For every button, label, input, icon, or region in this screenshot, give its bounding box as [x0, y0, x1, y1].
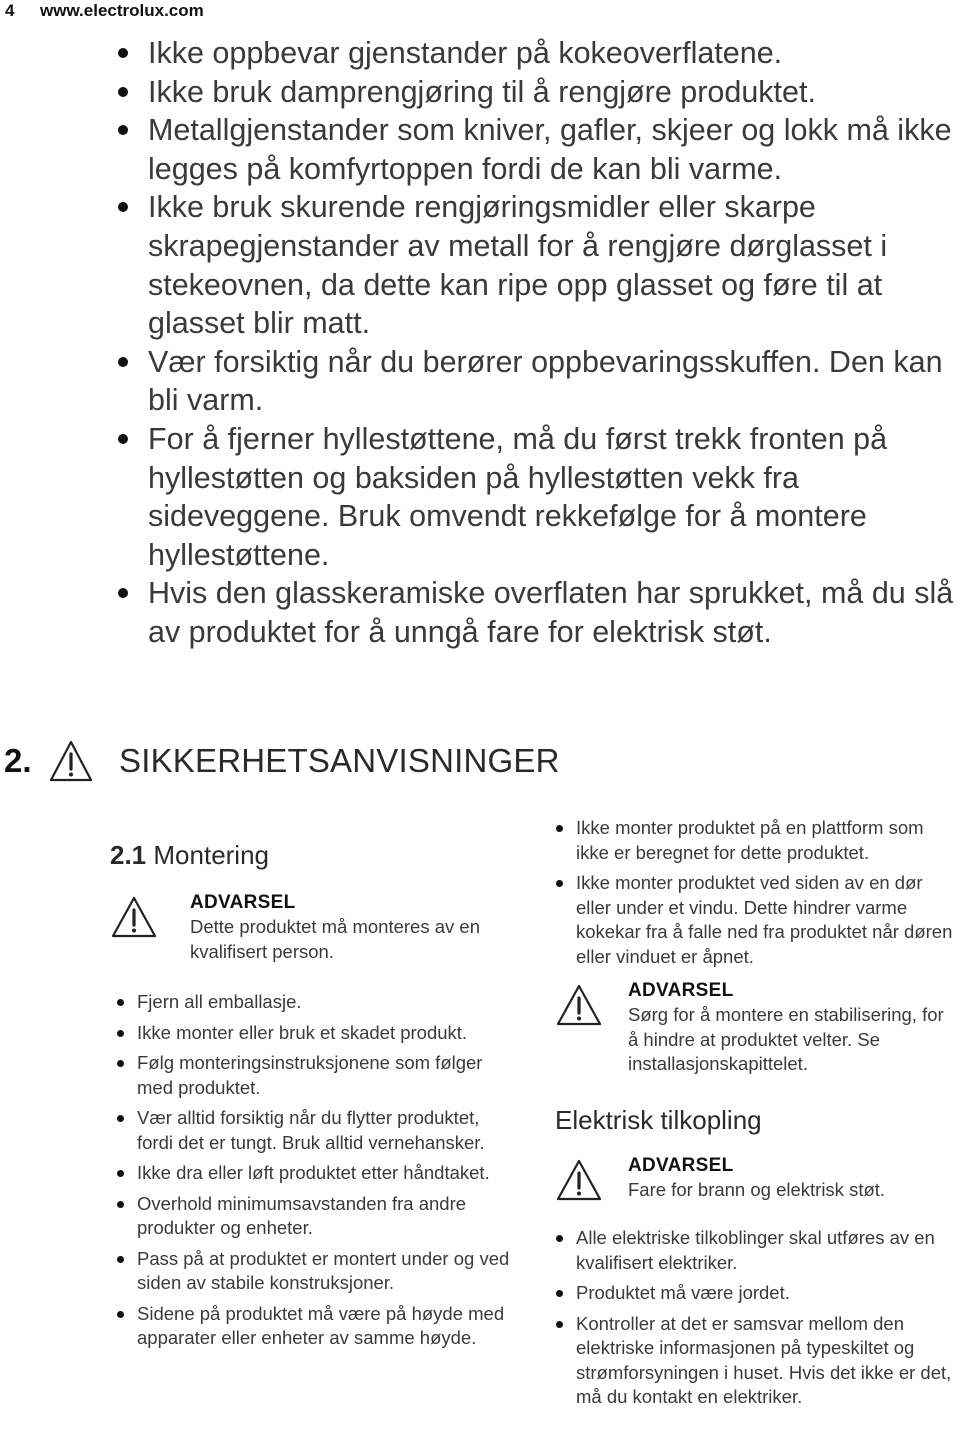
cleaning-safety-list [148, 34, 960, 652]
list-item: Sidene på produktet må være på høyde med apparater eller enheter av samme høyde. [137, 1302, 517, 1351]
list-item: Vær alltid forsiktig når du flytter produktet, fordi det er tungt. Bruk alltid vernehansker. [137, 1106, 517, 1155]
list-item: Ikke dra eller løft produktet etter håndtaket. [137, 1161, 517, 1186]
installation-list [555, 816, 954, 969]
montering-column [110, 840, 520, 1357]
montering-list [110, 990, 517, 1351]
list-item: Ikke oppbevar gjenstander på kokeoverflatene. [148, 34, 960, 73]
section-title: SIKKERHETSANVISNINGER [119, 742, 560, 779]
page-number: 4 [5, 1, 15, 20]
electrical-list [555, 1226, 958, 1410]
subsection-number: 2.1 [110, 840, 147, 870]
warning-title: ADVARSEL [628, 980, 734, 1001]
list-item: Hvis den glasskeramiske overflaten har sprukket, må du slå av produktet for å unngå fare for elektrisk støt. [148, 574, 960, 651]
warning-text: Fare for brann og elektrisk støt. [628, 1178, 886, 1200]
warning-triangle-icon [110, 895, 158, 939]
list-item: Metallgjenstander som kniver, gafler, skjeer og lokk må ikke legges på komfyrtoppen fordi de kan bli varme. [148, 111, 960, 188]
list-item: Følg monteringsinstruksjonene som følger med produktet. [137, 1051, 517, 1100]
list-item: Vær forsiktig når du berører oppbevaringsskuffen. Den kan bli varm. [148, 343, 960, 420]
warning-box [555, 1154, 955, 1203]
list-item: Ikke monter produktet på en plattform som ikke er beregnet for dette produktet. [576, 816, 954, 865]
right-column [555, 816, 955, 1416]
list-item: Kontroller at det er samsvar mellom den elektriske informasjonen på typeskiltet og strømforsyningen i huset. Hvis det ikke er det, må du kontakt en elektriker. [576, 1312, 958, 1410]
section-heading [4, 740, 604, 786]
warning-triangle-icon [49, 740, 93, 782]
subsection-title-text: Montering [153, 840, 270, 870]
warning-triangle-icon [555, 1158, 603, 1202]
list-item: For å fjerner hyllestøttene, må du først trekk fronten på hyllestøtten og baksiden på hyllestøtten vekk fra sideveggene. Bruk omvendt rekkefølge for å montere hyllestøttene. [148, 420, 960, 574]
warning-text: Sørg for å montere en stabilisering, for å hindre at produktet velter. Se installasjonskapittelet. [628, 1004, 944, 1074]
list-item: Overhold minimumsavstanden fra andre produkter og enheter. [137, 1192, 517, 1241]
warning-title: ADVARSEL [190, 892, 296, 913]
electrical-title: Elektrisk tilkopling [555, 1104, 762, 1135]
section-number: 2. [4, 742, 32, 779]
list-item: Ikke monter produktet ved siden av en dør eller under et vindu. Dette hindrer varme kokekar fra å falle ned fra produktet når døren eller vinduet er åpnet. [576, 871, 954, 969]
list-item: Ikke monter eller bruk et skadet produkt. [137, 1021, 517, 1046]
website-link[interactable]: www.electrolux.com [40, 1, 204, 20]
list-item: Alle elektriske tilkoblinger skal utføres av en kvalifisert elektriker. [576, 1226, 958, 1275]
warning-box [110, 891, 520, 964]
list-item: Pass på at produktet er montert under og ved siden av stabile konstruksjoner. [137, 1247, 517, 1296]
subsection-title [110, 840, 520, 871]
list-item: Ikke bruk damprengjøring til å rengjøre produktet. [148, 73, 960, 112]
list-item: Fjern all emballasje. [137, 990, 517, 1015]
list-item: Produktet må være jordet. [576, 1281, 958, 1306]
warning-box [555, 979, 955, 1077]
list-item: Ikke bruk skurende rengjøringsmidler eller skarpe skrapegjenstander av metall for å rengjøre dørglasset i stekeovnen, da dette kan ripe opp glasset og føre til at glasset blir matt. [148, 188, 960, 342]
warning-triangle-icon [555, 983, 603, 1027]
warning-title: ADVARSEL [628, 1154, 734, 1176]
warning-text: Dette produktet må monteres av en kvalifisert person. [190, 916, 480, 962]
